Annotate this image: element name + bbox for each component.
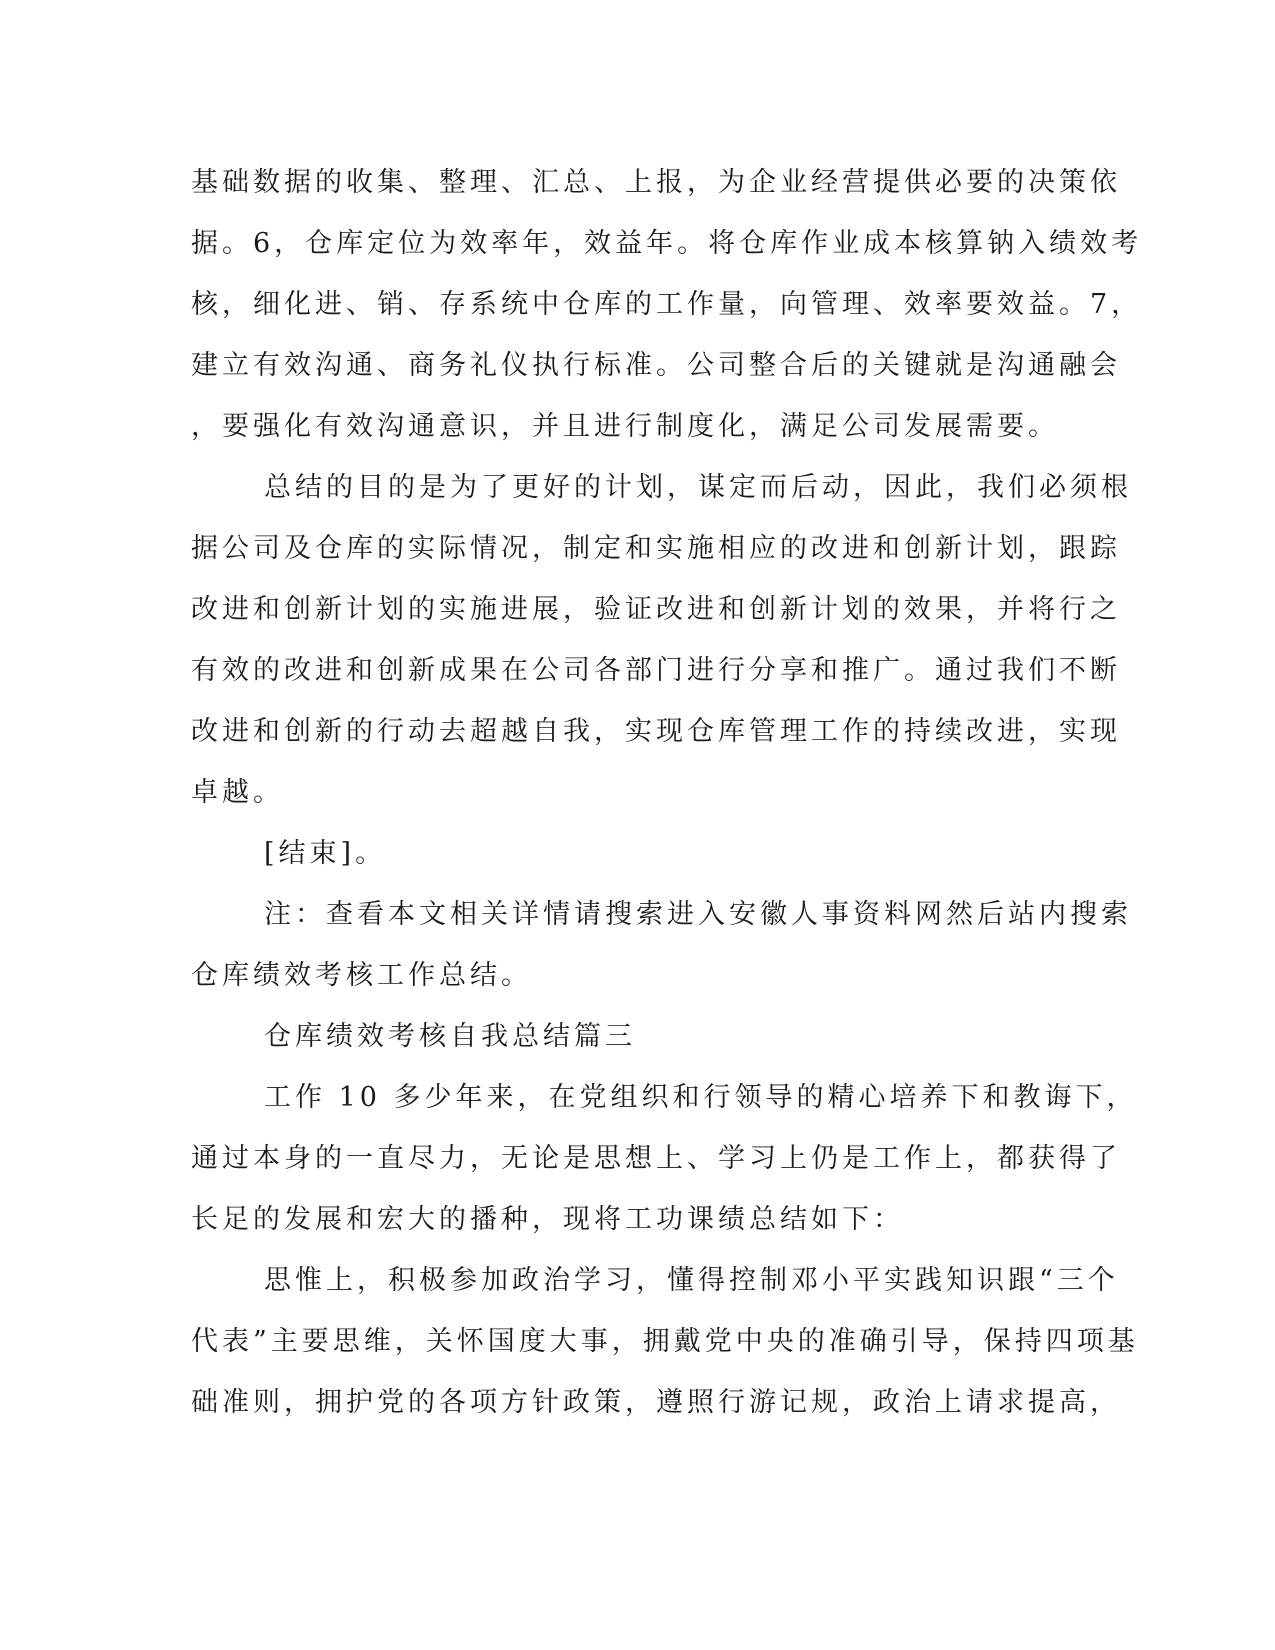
- text-line: 代表”主要思维，关怀国度大事，拥戴党中央的准确引导，保持四项基: [191, 1326, 1139, 1357]
- text-line: 础准则，拥护党的各项方针政策，遵照行游记规，政治上请求提高，: [191, 1387, 1121, 1418]
- text-line: 卓越。: [191, 777, 284, 808]
- section-title: 仓库绩效考核自我总结篇三: [264, 1021, 636, 1052]
- text-line: 建立有效沟通、商务礼仪执行标准。公司整合后的关键就是沟通融会: [191, 350, 1121, 381]
- paragraph-2: [191, 457, 1132, 823]
- text-line: 仓库绩效考核工作总结。: [191, 960, 532, 991]
- text-line: 核，细化进、销、存系统中仓库的工作量，向管理、效率要效益。7，: [191, 289, 1143, 320]
- paragraph-7: [191, 1250, 1139, 1433]
- text-line: 改进和创新的行动去超越自我，实现仓库管理工作的持续改进，实现: [191, 716, 1121, 747]
- document-body: [191, 152, 1143, 1433]
- text-line: 改进和创新计划的实施进展，验证改进和创新计划的效果，并将行之: [191, 594, 1121, 625]
- text-line: 有效的改进和创新成果在公司各部门进行分享和推广。通过我们不断: [191, 655, 1121, 686]
- text-line: 据。6，仓库定位为效率年，效益年。将仓库作业成本核算钠入绩效考: [191, 228, 1143, 259]
- text-line: 总结的目的是为了更好的计划，谋定而后动，因此，我们必须根: [264, 472, 1132, 503]
- text-line: 基础数据的收集、整理、汇总、上报，为企业经营提供必要的决策依: [191, 167, 1121, 198]
- section-heading: [191, 1006, 1081, 1067]
- paragraph-6: [191, 1067, 1138, 1250]
- paragraph-note: [191, 884, 1132, 1006]
- text-line: 通过本身的一直尽力，无论是思想上、学习上仍是工作上，都获得了: [191, 1143, 1121, 1174]
- paragraph-end-marker: [191, 823, 1081, 884]
- text-line: ，要强化有效沟通意识，并且进行制度化，满足公司发展需要。: [191, 411, 1059, 442]
- text-line: 据公司及仓库的实际情况，制定和实施相应的改进和创新计划，跟踪: [191, 533, 1121, 564]
- text-line: 注：查看本文相关详情请搜索进入安徽人事资料网然后站内搜索: [264, 899, 1132, 930]
- paragraph-1: [191, 152, 1143, 457]
- text-line: 长足的发展和宏大的播种，现将工功课绩总结如下：: [191, 1204, 904, 1235]
- text-line: 思惟上，积极参加政治学习，懂得控制邓小平实践知识跟“三个: [264, 1265, 1119, 1296]
- text-line: [结束]。: [264, 838, 387, 869]
- text-line: 工作 10 多少年来，在党组织和行领导的精心培养下和教诲下，: [264, 1082, 1138, 1113]
